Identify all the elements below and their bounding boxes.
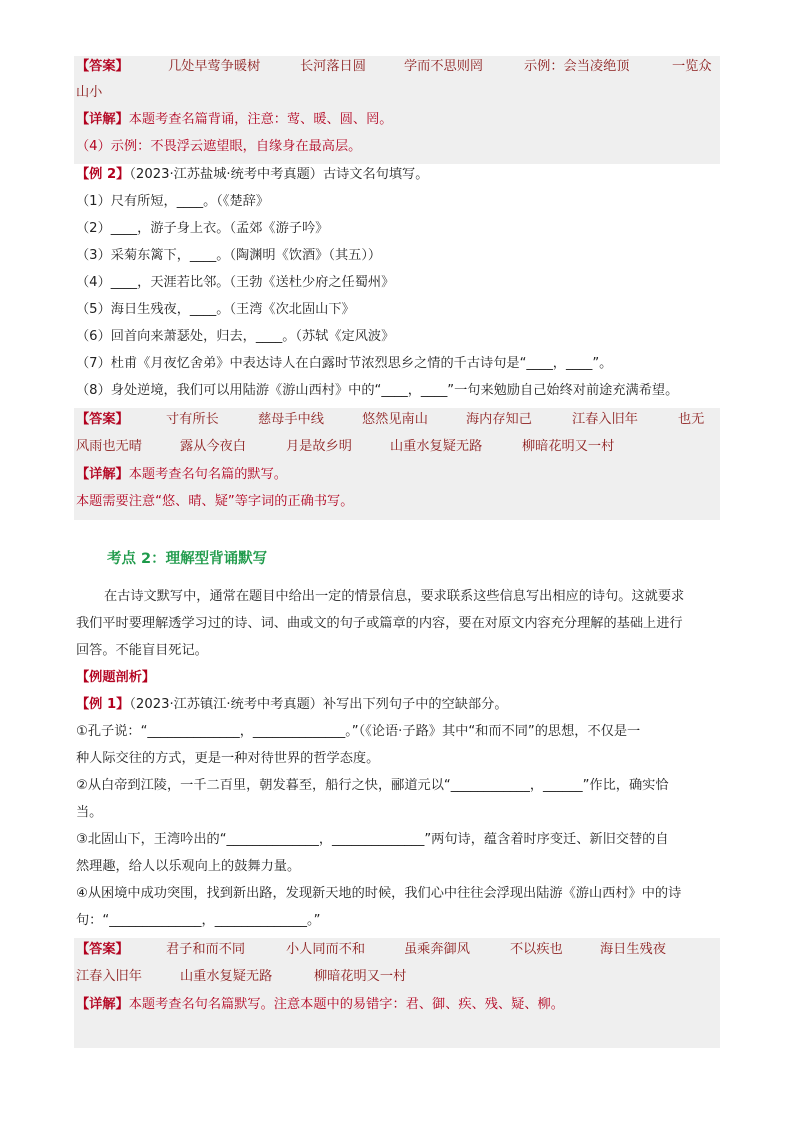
answer-3-7: 山重水复疑无路: [180, 969, 273, 984]
section-paragraph: 在古诗文默写中，通常在题目中给出一定的情景信息，要求联系这些信息写出相应的诗句。这就要求: [104, 589, 685, 604]
section-paragraph: 回答。不能盲目死记。: [76, 643, 208, 658]
example-1-line: ①孔子说：“______________，______________。”（《论语·子路》其中“和而不同”的思想，不仅是一: [76, 724, 641, 739]
answer-2-11: 柳暗花明又一村: [522, 439, 615, 454]
answer-2-4: 海内存知己: [466, 412, 532, 427]
answer-3-5: 海日生残夜: [600, 942, 666, 957]
answer-2-2: 慈母手中线: [258, 412, 324, 427]
answer-1-1: 几处早莺争暖树: [168, 59, 261, 74]
example-2-item: （4）____，天涯若比邻。（王勃《送杜少府之任蜀州》: [76, 275, 395, 290]
answer-1-2: 长河落日圆: [300, 59, 366, 74]
example-1-title: 【例 1】（2023·江苏镇江·统考中考真题）补写出下列句子中的空缺部分。: [76, 697, 508, 712]
answer-3-6: 江春入旧年: [76, 969, 142, 984]
answer-2-6: 也无: [678, 412, 705, 427]
example-1-line: 当。: [76, 805, 103, 820]
example-1-line: 句：“______________，______________。”: [76, 913, 321, 928]
answer-tag-2: 【答案】: [76, 412, 129, 427]
answer-1-5: 一览众: [672, 59, 712, 74]
example-2-item: （2）____，游子身上衣。（孟郊《游子吟》: [76, 221, 329, 236]
answer-2-9: 月是故乡明: [286, 439, 352, 454]
answer-3-2: 小人同而不和: [286, 942, 366, 957]
detail-2: 【详解】本题考查名句名篇的默写。: [76, 467, 287, 482]
example-2-item: （5）海日生残夜，____。（王湾《次北固山下》: [76, 302, 355, 317]
note-1: （4）示例：不畏浮云遮望眼，自缘身在最高层。: [76, 139, 362, 154]
example-2-title: 【例 2】（2023·江苏盐城·统考中考真题）古诗文名句填写。: [76, 167, 429, 182]
answer-1-3: 学而不思则罔: [404, 59, 484, 74]
example-1-line: ④从困境中成功突围，找到新出路，发现新天地的时候，我们心中往往会浮现出陆游《游山西村》中的诗: [76, 886, 682, 901]
example-1-line: ③北固山下，王湾吟出的“______________，______________”两句诗，蕴含着时序变迁、新旧交替的自: [76, 832, 669, 847]
example-2-item: （8）身处逆境，我们可以用陆游《游山西村》中的“____，____”一句来勉励自己始终对前途充满希望。: [76, 383, 679, 398]
answer-tag-3: 【答案】: [76, 942, 129, 957]
analysis-tag: 【例题剖析】: [76, 670, 156, 685]
answer-3-8: 柳暗花明又一村: [314, 969, 407, 984]
section-heading: 考点 2：理解型背诵默写: [107, 551, 268, 567]
section-paragraph: 我们平时要理解透学习过的诗、词、曲或文的句子或篇章的内容，要在对原文内容充分理解的基础上进行: [76, 616, 683, 631]
example-2-item: （1）尺有所短，____。（《楚辞》: [76, 194, 270, 209]
answer-1-cont: 山小: [76, 85, 103, 100]
answer-2-10: 山重水复疑无路: [390, 439, 483, 454]
answer-3-1: 君子和而不同: [166, 942, 246, 957]
detail-2-note: 本题需要注意“悠、晴、疑”等字词的正确书写。: [76, 494, 354, 509]
example-2-item: （6）回首向来萧瑟处，归去，____。（苏轼《定风波》: [76, 329, 395, 344]
answer-2-1: 寸有所长: [166, 412, 219, 427]
example-1-line: 种人际交往的方式，更是一种对待世界的哲学态度。: [76, 751, 380, 766]
answer-3-3: 虽乘奔御风: [404, 942, 470, 957]
answer-2-8: 露从今夜白: [180, 439, 246, 454]
example-1-line: 然理趣，给人以乐观向上的鼓舞力量。: [76, 859, 301, 874]
answer-2-7: 风雨也无晴: [76, 439, 142, 454]
answer-tag-1: 【答案】: [76, 59, 129, 74]
answer-2-3: 悠然见南山: [362, 412, 428, 427]
answer-1-4: 示例：会当凌绝顶: [524, 59, 630, 74]
answer-3-4: 不以疾也: [510, 942, 563, 957]
example-1-line: ②从白帝到江陵，一千二百里，朝发暮至，船行之快，郦道元以“____________，______”作比，确实恰: [76, 778, 669, 793]
example-2-item: （7）杜甫《月夜忆舍弟》中表达诗人在白露时节浓烈思乡之情的千古诗句是“____，____”。: [76, 356, 613, 371]
detail-1: 【详解】本题考查名篇背诵，注意：莺、暖、圆、罔。: [76, 112, 393, 127]
detail-3: 【详解】本题考查名句名篇默写。注意本题中的易错字：君、御、疾、残、疑、柳。: [76, 997, 564, 1012]
answer-2-5: 江春入旧年: [572, 412, 638, 427]
example-2-item: （3）采菊东篱下，____。（陶渊明《饮酒》（其五））: [76, 248, 382, 263]
